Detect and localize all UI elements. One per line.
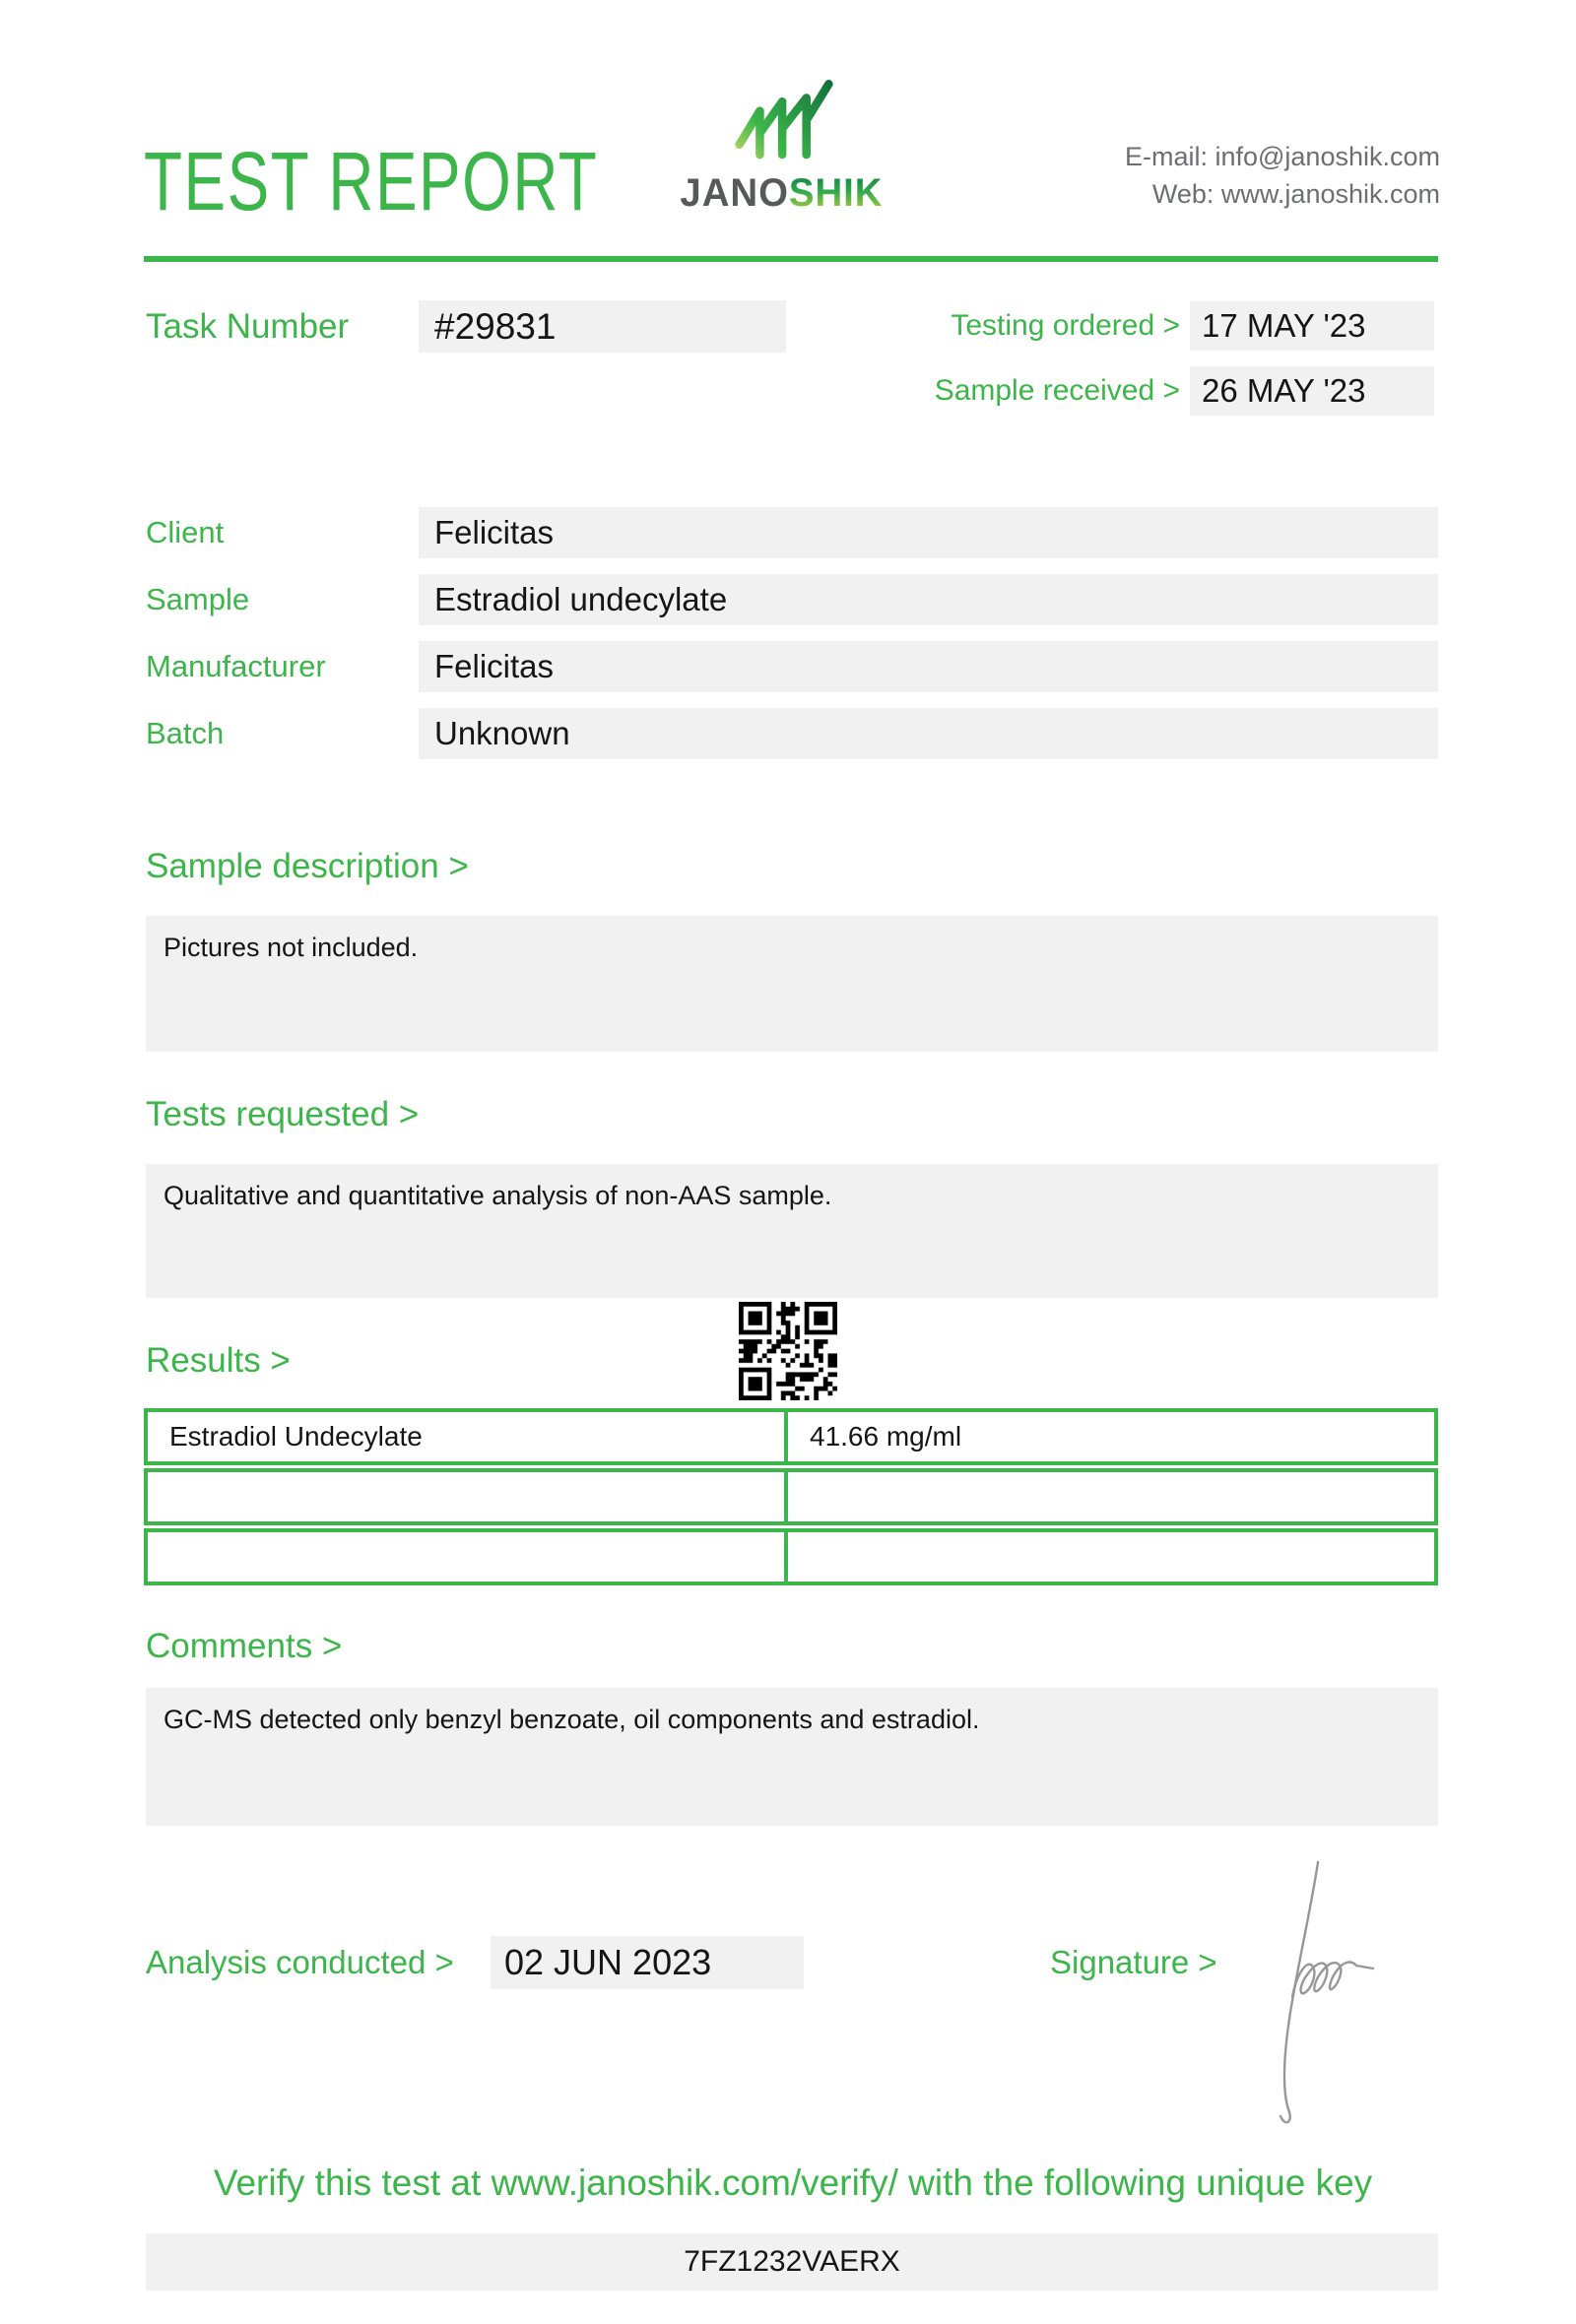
- qr-code: [739, 1302, 837, 1400]
- result-value-cell: 41.66 mg/ml: [810, 1421, 962, 1452]
- manufacturer-value: Felicitas: [434, 648, 555, 684]
- result-substance-cell: Estradiol Undecylate: [148, 1412, 788, 1461]
- batch-value: Unknown: [434, 715, 570, 751]
- brand-shik: SHIK: [788, 171, 884, 215]
- verify-key-field: [146, 2233, 1438, 2291]
- sample-received-label: Sample received >: [934, 374, 1180, 407]
- manufacturer-field: [419, 641, 1438, 692]
- growth-chart-icon: [733, 75, 835, 169]
- brand-jano: JANO: [680, 171, 789, 215]
- client-value: Felicitas: [434, 514, 555, 550]
- contact-web: Web: www.janoshik.com: [1151, 179, 1440, 210]
- page-title: TEST REPORT: [144, 135, 599, 227]
- comments-box: [146, 1688, 1438, 1826]
- manufacturer-label: Manufacturer: [146, 649, 326, 683]
- results-table: [144, 1408, 1438, 1588]
- client-label: Client: [146, 515, 225, 549]
- task-number-value: #29831: [434, 306, 557, 347]
- table-row: [144, 1528, 1438, 1585]
- result-substance-cell: [148, 1472, 788, 1521]
- result-value-cell: [788, 1472, 1434, 1521]
- tests-requested-box: [146, 1164, 1438, 1298]
- analysis-date-value: 02 JUN 2023: [504, 1942, 712, 1982]
- comments-text: GC-MS detected only benzyl benzoate, oil components and estradiol.: [164, 1705, 980, 1734]
- handwritten-signature: [1263, 1849, 1435, 2145]
- sample-field: [419, 574, 1438, 625]
- analysis-conducted-label: Analysis conducted >: [146, 1944, 454, 1980]
- result-value-cell: [788, 1532, 1434, 1582]
- sample-label: Sample: [146, 582, 250, 616]
- tests-requested-heading: Tests requested >: [146, 1095, 420, 1133]
- sample-value: Estradiol undecylate: [434, 581, 728, 617]
- tests-requested-text: Qualitative and quantitative analysis of non-AAS sample.: [164, 1181, 832, 1210]
- results-heading: Results >: [146, 1341, 291, 1380]
- sample-description-box: [146, 916, 1438, 1052]
- contact-block: [1125, 138, 1440, 214]
- testing-ordered-date: 17 MAY '23: [1202, 307, 1366, 344]
- comments-heading: Comments >: [146, 1627, 343, 1665]
- task-number-label: Task Number: [146, 307, 350, 346]
- batch-field: [419, 708, 1438, 759]
- analysis-date-field: [491, 1936, 804, 1989]
- client-field: [419, 507, 1438, 558]
- batch-label: Batch: [146, 716, 225, 750]
- header-divider: [144, 256, 1438, 262]
- result-substance-cell: [148, 1532, 788, 1582]
- verify-key-value: 7FZ1232VAERX: [684, 2245, 900, 2278]
- contact-email: E-mail: info@janoshik.com: [1124, 142, 1440, 171]
- table-row: [144, 1408, 1438, 1465]
- testing-ordered-label: Testing ordered >: [951, 309, 1180, 342]
- table-row: [144, 1468, 1438, 1525]
- brand-logo-text: [674, 171, 889, 216]
- sample-description-heading: Sample description >: [146, 847, 469, 885]
- verify-instruction: Verify this test at www.janoshik.com/verify/ with the following unique key: [213, 2163, 1373, 2203]
- sample-received-date: 26 MAY '23: [1202, 372, 1366, 409]
- testing-ordered-field: [1190, 301, 1434, 351]
- signature-label: Signature >: [1050, 1944, 1217, 1980]
- sample-description-text: Pictures not included.: [164, 933, 419, 962]
- task-number-field: [419, 300, 786, 353]
- sample-received-field: [1190, 366, 1434, 416]
